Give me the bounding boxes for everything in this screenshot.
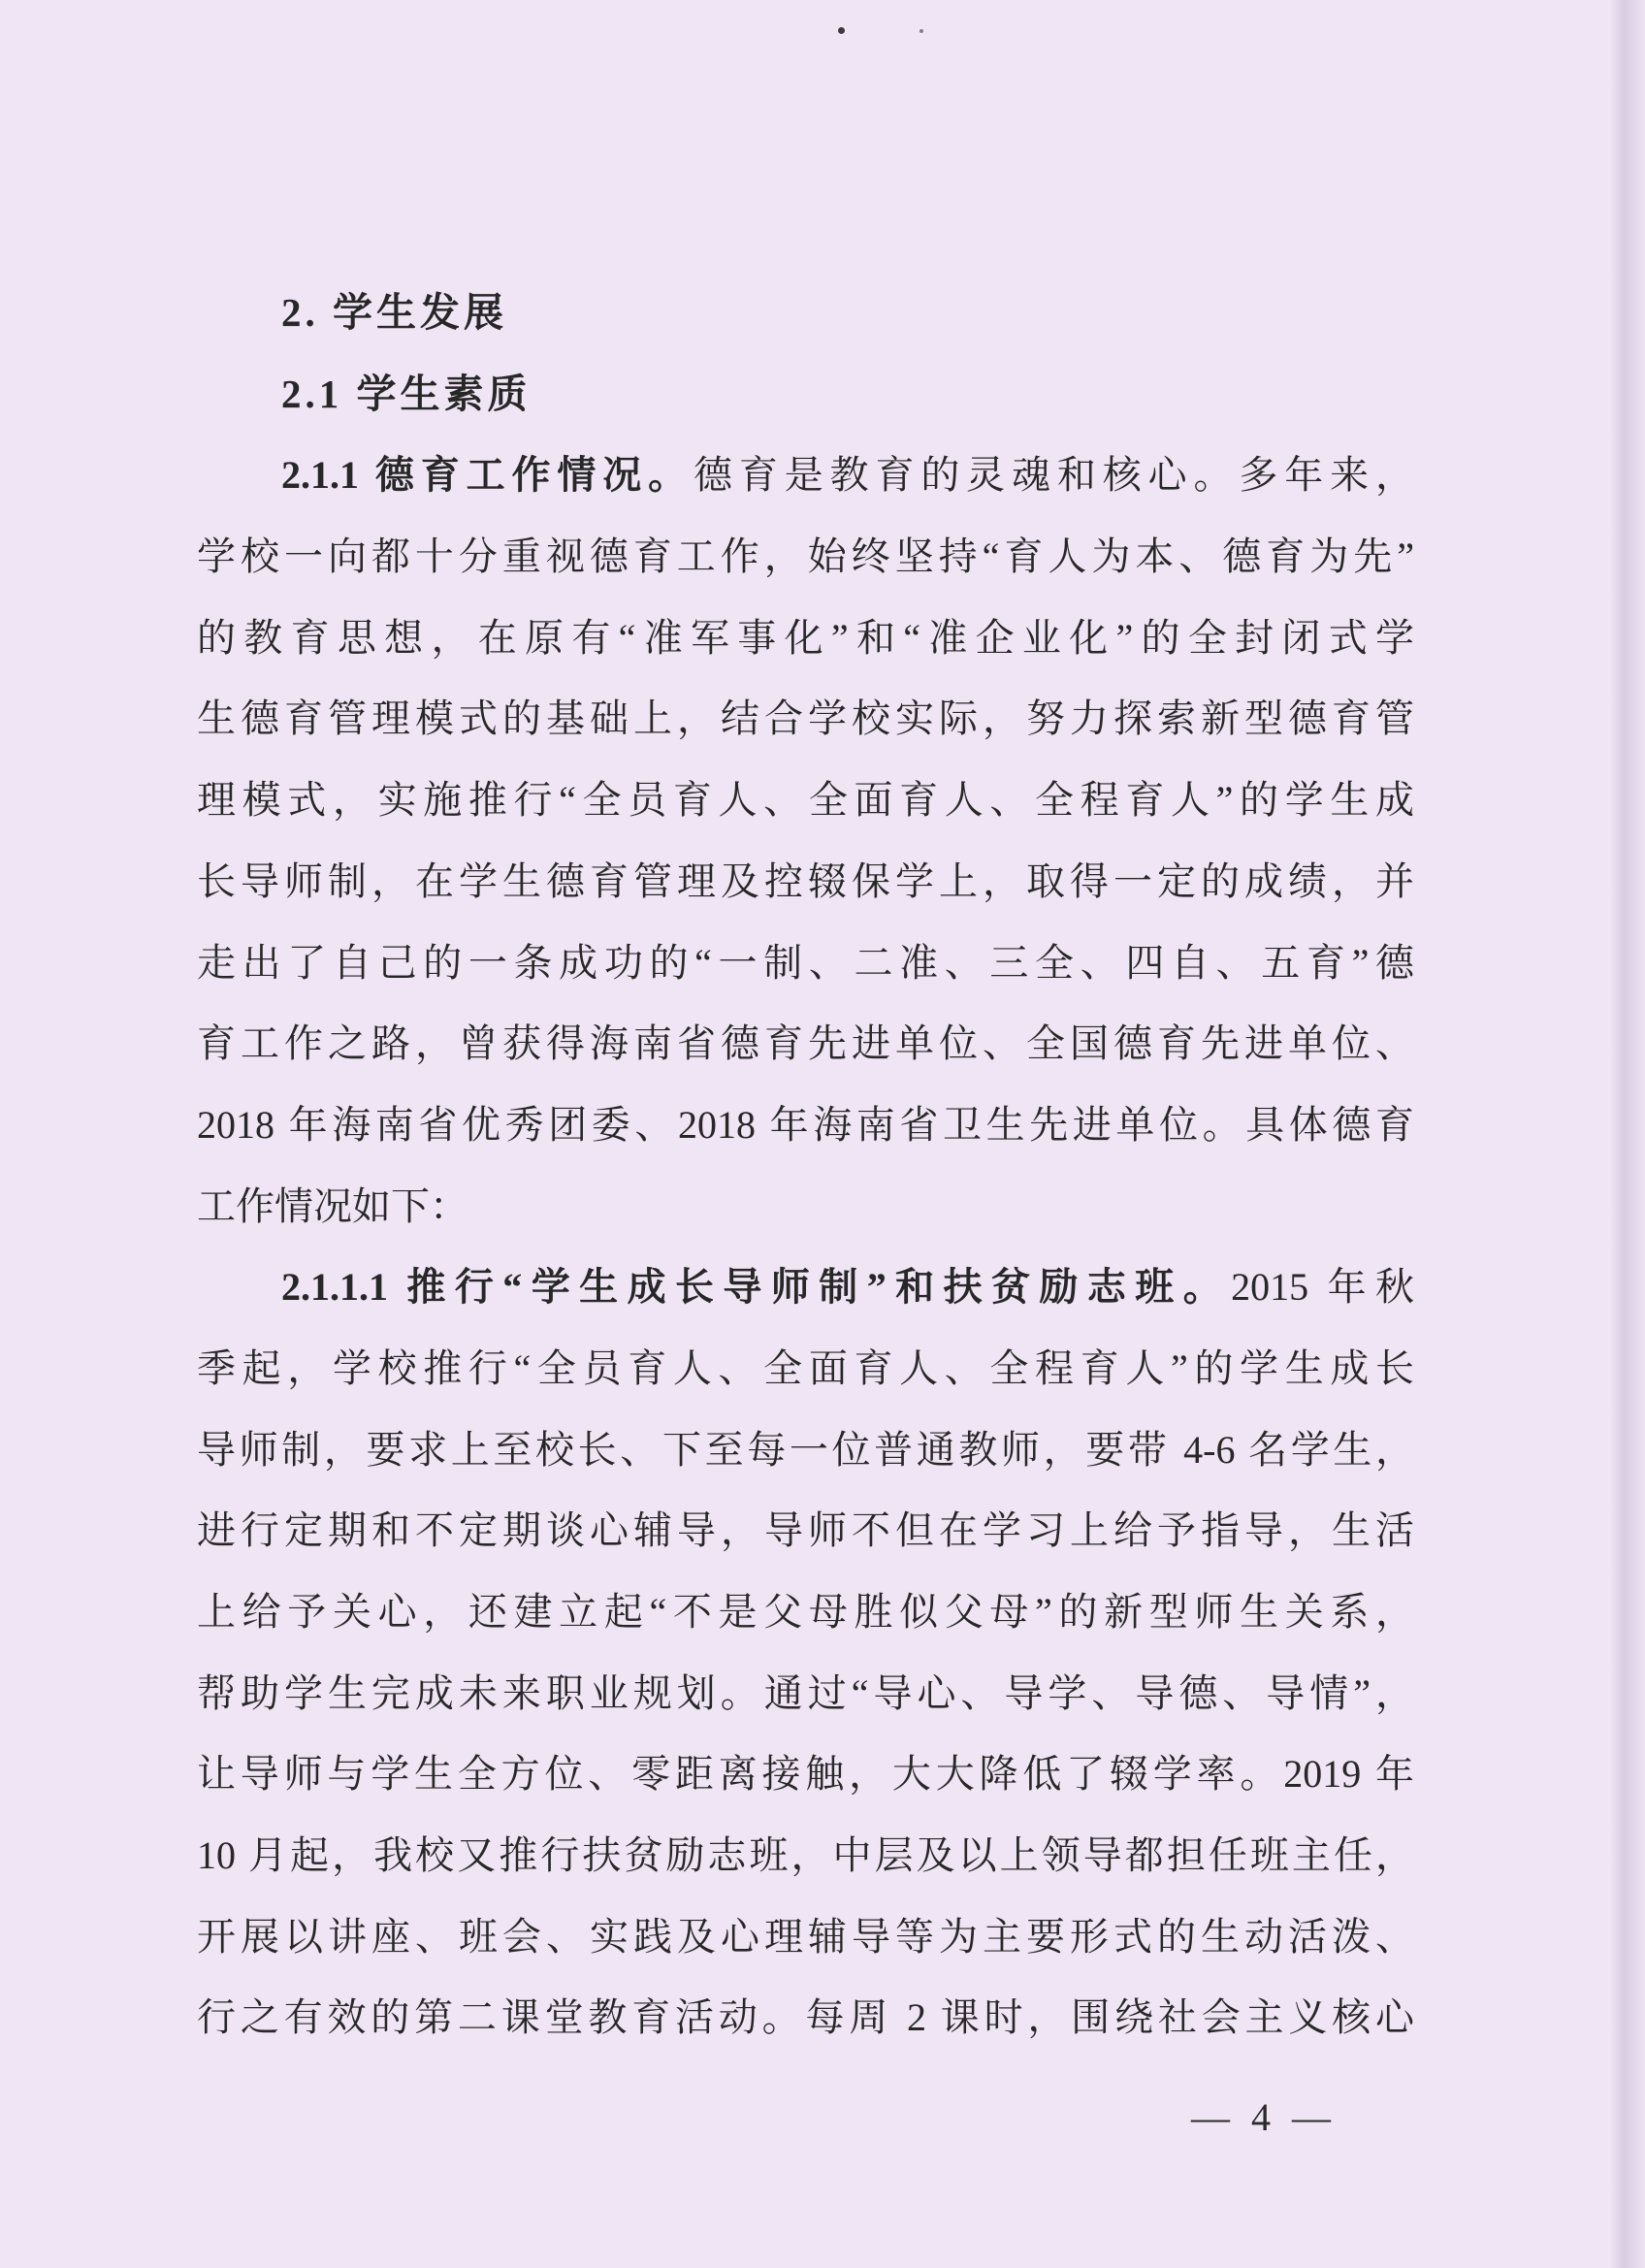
text-line: 上给予关心，还建立起“不是父母胜似父母”的新型师生关系， — [197, 1590, 1414, 1634]
page-number: — 4 — — [1191, 2095, 1337, 2139]
paragraph-mentor-system — [197, 1247, 1414, 2058]
line-text: 2015 年秋 — [1231, 1265, 1414, 1310]
paragraph-lead: 2.1.1 德育工作情况。 — [281, 453, 693, 498]
text-line: 走出了自己的一条成功的“一制、二准、三全、四自、五育”德 — [197, 940, 1414, 985]
text-line: 工作情况如下： — [197, 1183, 468, 1228]
text-line: 行之有效的第二课堂教育活动。每周 2 课时，围绕社会主义核心 — [197, 1995, 1414, 2040]
line-text: 德育是教育的灵魂和核心。多年来， — [693, 453, 1414, 498]
subsection-heading: 2.1 学生素质 — [281, 371, 532, 416]
text-line — [197, 435, 1414, 516]
text-line: 理模式，实施推行“全员育人、全面育人、全程育人”的学生成 — [197, 778, 1414, 823]
text-line: 学校一向都十分重视德育工作，始终坚持“育人为本、德育为先” — [197, 535, 1414, 579]
text-line: 的教育思想，在原有“准军事化”和“准企业化”的全封闭式学 — [197, 615, 1414, 660]
paragraph-lead: 2.1.1.1 推行“学生成长导师制”和扶贫励志班。 — [281, 1265, 1232, 1310]
text-line: 帮助学生完成未来职业规划。通过“导心、导学、导德、导情”， — [197, 1670, 1414, 1715]
text-line: 季起，学校推行“全员育人、全面育人、全程育人”的学生成长 — [197, 1345, 1414, 1390]
text-line: 2018 年海南省优秀团委、2018 年海南省卫生先进单位。具体德育 — [197, 1102, 1414, 1147]
text-line: 10 月起，我校又推行扶贫励志班，中层及以上领导都担任班主任， — [197, 1833, 1414, 1878]
document-body — [197, 273, 1414, 2058]
text-line: 开展以讲座、班会、实践及心理辅导等为主要形式的生动活泼、 — [197, 1914, 1414, 1959]
scan-speck — [838, 27, 845, 34]
text-line: 育工作之路，曾获得海南省德育先进单位、全国德育先进单位、 — [197, 1021, 1414, 1066]
text-line: 进行定期和不定期谈心辅导，导师不但在学习上给予指导，生活 — [197, 1508, 1414, 1553]
text-line — [197, 1247, 1414, 1328]
section-heading: 2. 学生发展 — [281, 290, 507, 335]
text-line: 长导师制，在学生德育管理及控辍保学上，取得一定的成绩，并 — [197, 859, 1414, 903]
text-line: 生德育管理模式的基础上，结合学校实际，努力探索新型德育管 — [197, 697, 1414, 741]
scan-paper-edge — [1610, 0, 1645, 2268]
text-line: 导师制，要求上至校长、下至每一位普通教师，要带 4-6 名学生， — [197, 1427, 1414, 1472]
paragraph-moral-education — [197, 435, 1414, 1247]
scan-speck — [919, 29, 923, 33]
text-line: 让导师与学生全方位、零距离接触，大大降低了辍学率。2019 年 — [197, 1752, 1414, 1797]
